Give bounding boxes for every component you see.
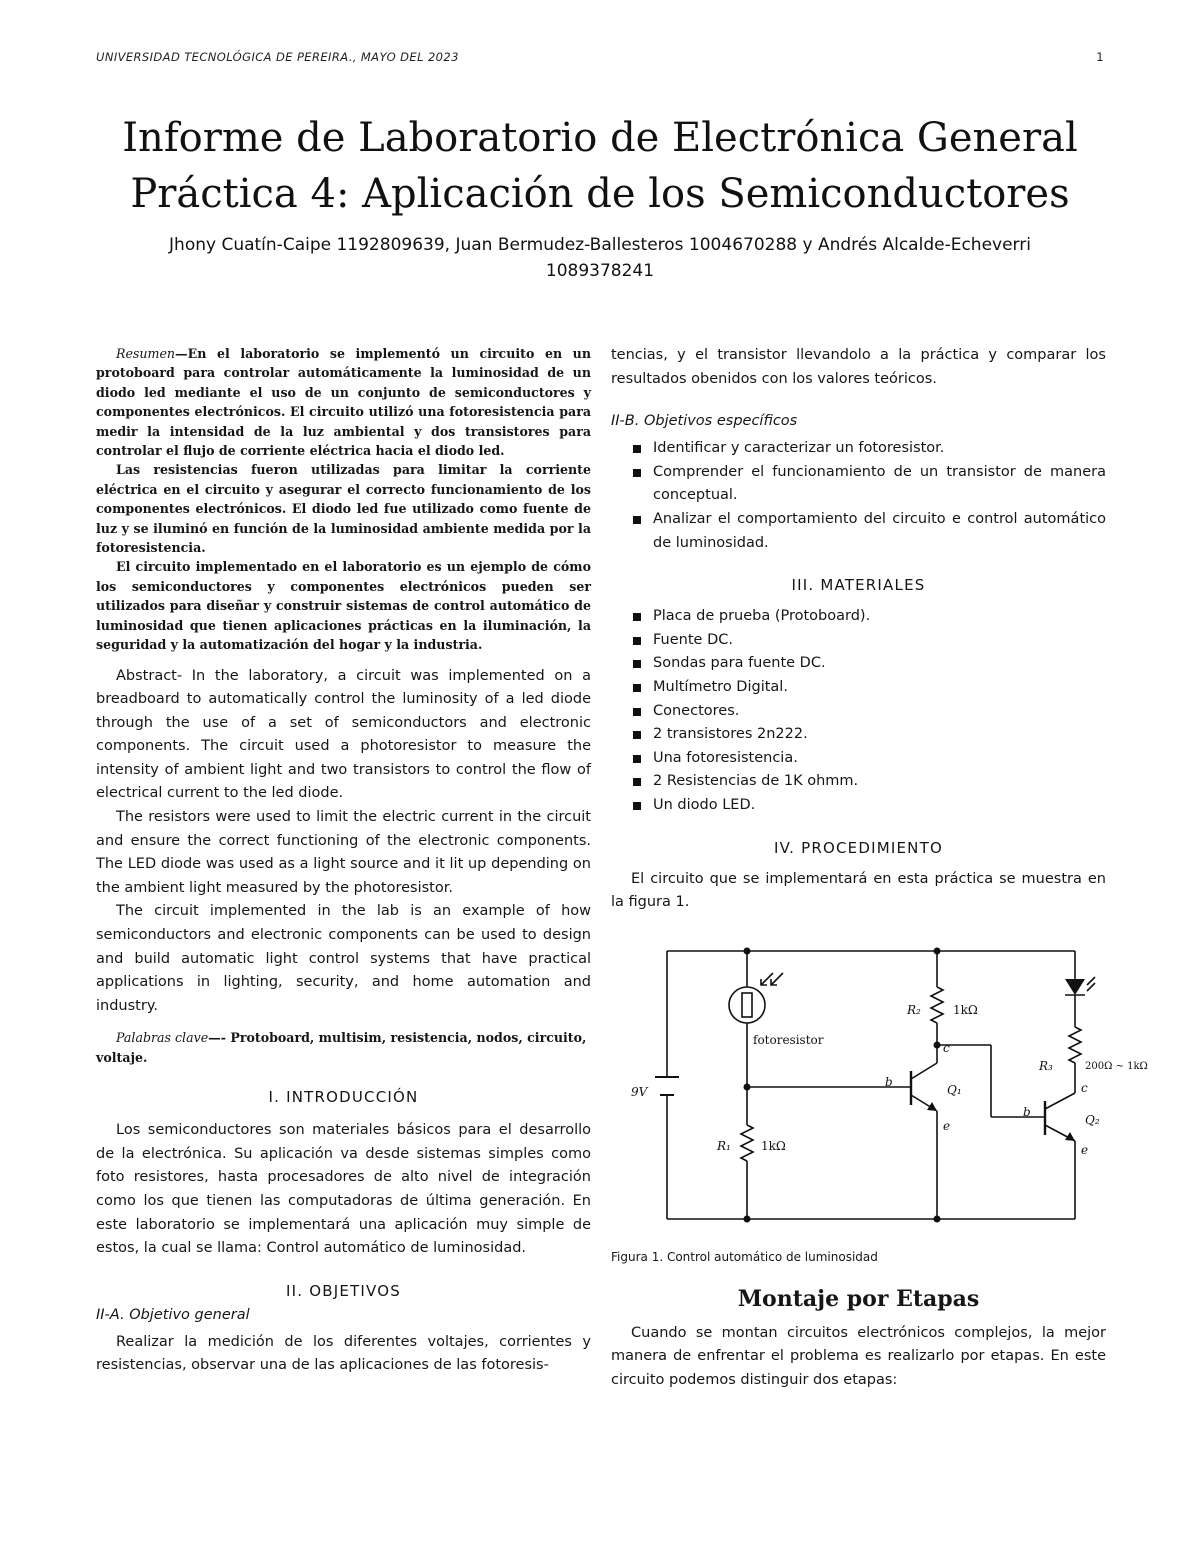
q1-base-label: b — [885, 1074, 893, 1089]
montaje-heading: Montaje por Etapas — [737, 1285, 980, 1312]
r3-label: R₃ — [1039, 1058, 1053, 1073]
right-column — [611, 344, 1148, 1392]
q2-label: Q₂ — [1085, 1112, 1100, 1127]
list-item: Fuente DC. — [631, 629, 1106, 653]
q2-emitter-label: e — [1081, 1142, 1089, 1157]
page-number: 1 — [1096, 50, 1104, 64]
abstract-en-p2: The resistors were used to limit the electric current in the circuit and ensure the correct functioning of the electronic components. The LED diode was used as a light source and it lit up depending on the ambient light measured by the photoresistor. — [96, 809, 591, 896]
objetivo-general-text-part-2: tencias, y el transistor llevandolo a la práctica y comparar los resultados obenidos con los valores teóricos. — [611, 347, 1106, 387]
q1-emitter-label: e — [943, 1118, 951, 1133]
authors-line-1: Jhony Cuatín-Caipe 1192809639, Juan Bermudez-Ballesteros 1004670288 y Andrés Alcalde-Echeverri — [169, 235, 1031, 255]
q2-base-label: b — [1023, 1104, 1031, 1119]
list-item: Comprender el funcionamiento de un transistor de manera conceptual. — [631, 461, 1106, 508]
abstract-es-p1 — [96, 344, 591, 460]
fotoresistor-label: fotoresistor — [753, 1032, 824, 1047]
abstract-es-p3: El circuito implementado en el laboratorio es un ejemplo de cómo los semiconductores y componentes electrónicos pueden ser utilizados para diseñar y construir sistemas de control automático de luminosidad que tienen aplicaciones prácticas en la iluminación, la seguridad y la automatización del hogar y la industria. — [96, 559, 591, 653]
keywords-label: Palabras clave — [116, 1030, 209, 1046]
r1-label: R₁ — [717, 1138, 731, 1153]
r1-value: 1kΩ — [761, 1138, 786, 1153]
q2-collector-label: c — [1081, 1080, 1088, 1095]
list-item: Analizar el comportamiento del circuito e control automático de luminosidad. — [631, 508, 1106, 555]
abstract-es-p1-text: —En el laboratorio se implementó un circuito en un protoboard para controlar automáticamente la luminosidad de un diodo led mediante el uso de un conjunto de semiconductores y componentes electrónicos. El circuito utilizó una fotoresistencia para medir la intensidad de la luz ambiental y dos transistores para controlar el flujo de corriente eléctrica hacia el diodo led. — [96, 346, 591, 459]
section-heading-materiales: III. MATERIALES — [791, 576, 926, 595]
running-head — [96, 50, 1104, 64]
keywords-text: —- Protoboard, multisim, resistencia, nodos, circuito, voltaje. — [96, 1030, 587, 1065]
abstract-label: Resumen — [116, 346, 176, 361]
title-block — [96, 110, 1104, 284]
montaje-text: Cuando se montan circuitos electrónicos complejos, la mejor manera de enfrentar el problema es realizarlo por etapas. En este circuito podemos distinguir dos etapas: — [611, 1324, 1106, 1388]
abstract-es — [96, 344, 591, 655]
paper-title-line-1: Informe de Laboratorio de Electrónica General — [122, 115, 1078, 161]
authors — [96, 232, 1104, 284]
keywords — [96, 1028, 591, 1067]
materials-list — [611, 605, 1106, 817]
circuit-schematic — [611, 929, 1106, 1244]
abstract-en-p3: The circuit implemented in the lab is an example of how semiconductors and electronic components can be used to design and build automatic light control systems that have practical applications in lighting, security, and home automation and industry. — [96, 903, 591, 1014]
q1-collector-label: c — [943, 1040, 950, 1055]
subsection-heading-objetivos-especificos: II-B. Objetivos específicos — [611, 413, 798, 430]
q1-label: Q₁ — [947, 1082, 962, 1097]
r2-value: 1kΩ — [953, 1002, 978, 1017]
subsection-heading-objetivo-general: II-A. Objetivo general — [96, 1306, 250, 1323]
list-item: Un diodo LED. — [631, 794, 1106, 818]
list-item: Multímetro Digital. — [631, 676, 1106, 700]
abstract-en-p1: Abstract- In the laboratory, a circuit was implemented on a breadboard to automatically control the luminosity of a led diode through the use of a set of semiconductors and electronic components. The circuit used a photoresistor to measure the intensity of ambient light and two transistors to control the flow of electrical current to the led diode. — [96, 667, 591, 802]
section-heading-procedimiento: IV. PROCEDIMIENTO — [774, 838, 943, 857]
authors-line-2: 1089378241 — [545, 261, 655, 281]
list-item: Una fotoresistencia. — [631, 747, 1106, 771]
running-head-text: UNIVERSIDAD TECNOLÓGICA DE PEREIRA., MAYO DEL 2023 — [96, 50, 459, 64]
figure-caption: Figura 1. Control automático de luminosidad — [611, 1249, 878, 1264]
circuit-figure — [611, 929, 1148, 1244]
paper-title-line-2: Práctica 4: Aplicación de los Semiconductores — [130, 171, 1070, 217]
specific-objectives-list — [611, 437, 1106, 555]
r3-value: 200Ω ∼ 1kΩ — [1085, 1060, 1148, 1072]
procedure-text: El circuito que se implementará en esta práctica se muestra en la figura 1. — [611, 870, 1106, 911]
abstract-es-p2: Las resistencias fueron utilizadas para limitar la corriente eléctrica en el circuito y asegurar el correcto funcionamiento de los componentes electrónicos. El diodo led fue utilizado como fuente de luz y se iluminó en función de la luminosidad ambiente medida por la fotoresistencia. — [96, 462, 591, 556]
section-heading-introduccion: I. INTRODUCCIÓN — [268, 1088, 419, 1107]
objetivo-general-text-part-1: Realizar la medición de los diferentes voltajes, corrientes y resistencias, observar una de las aplicaciones de las fotoresis- — [96, 1333, 591, 1374]
list-item: Conectores. — [631, 700, 1106, 724]
list-item: 2 Resistencias de 1K ohmm. — [631, 770, 1106, 794]
left-column — [96, 344, 591, 1378]
list-item: 2 transistores 2n222. — [631, 723, 1106, 747]
r2-label: R₂ — [907, 1002, 921, 1017]
list-item: Sondas para fuente DC. — [631, 652, 1106, 676]
source-label: 9V — [631, 1084, 648, 1099]
intro-text: Los semiconductores son materiales básicos para el desarrollo de la electrónica. Su aplicación va desde sistemas simples como foto resistores, hasta procesadores de alto nivel de integración como los que tienen las computadoras de última generación. En este laboratorio se implementará una aplicación muy simple de estos, la cual se llama: Control automático de luminosidad. — [96, 1122, 591, 1257]
list-item: Identificar y caracterizar un fotoresistor. — [631, 437, 1106, 461]
section-heading-objetivos: II. OBJETIVOS — [286, 1281, 401, 1300]
list-item: Placa de prueba (Protoboard). — [631, 605, 1106, 629]
